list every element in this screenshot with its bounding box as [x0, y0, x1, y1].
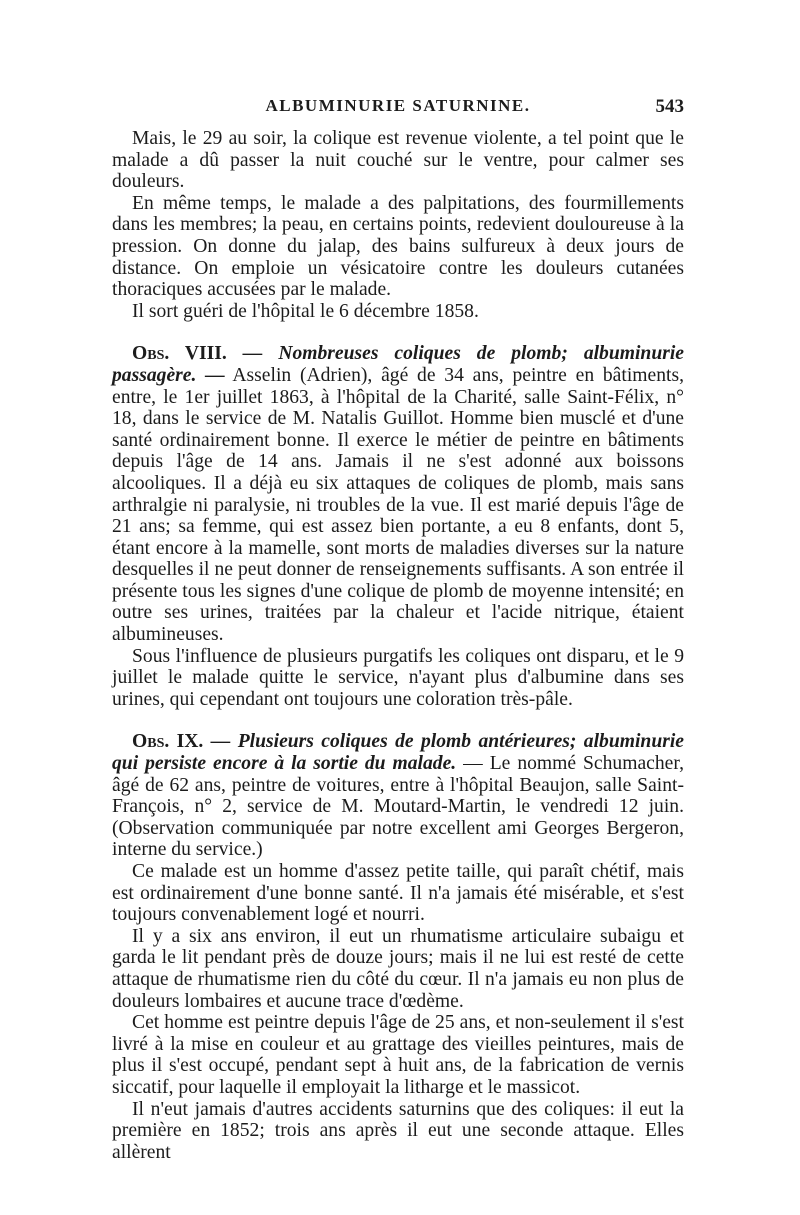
- page-header: [112, 96, 684, 122]
- page-number: 543: [655, 96, 684, 117]
- paragraph: Il n'eut jamais d'autres accidents saturnins que des coliques: il eut la première en 1852; trois ans après il eut une seconde attaque. Elles allèrent: [112, 1098, 684, 1163]
- paragraph: Sous l'influence de plusieurs purgatifs les coliques ont disparu, et le 9 juillet le malade quitte le service, n'ayant plus d'albumine dans ses urines, qui cependant ont toujours une coloration très-pâle.: [112, 645, 684, 710]
- observation-ix: [112, 731, 684, 861]
- observation-text: Asselin (Adrien), âgé de 34 ans, peintre en bâtiments, entre, le 1er juillet 1863, à l'hôpital de la Charité, salle Saint-Félix, n° 18, dans le service de M. Natalis Guillot. Homme bien musclé et d'une santé ordinairement bonne. Il exerce le métier de peintre en bâtiments depuis l'âge de 14 ans. Jamais il ne s'est adonné aux boissons alcooliques. Il a déjà eu six attaques de coliques de plomb, mais sans arthralgie ni paralysie, ni troubles de la vue. Il est marié depuis l'âge de 21 ans; sa femme, qui est assez bien portante, a eu 8 enfants, dont 5, étant encore à la mamelle, sont morts de maladies diverses sur la nature desquelles il ne peut donner de renseignements suffisants. A son entrée il présente tous les signes d'une colique de plomb de moyenne intensité; en outre ses urines, traitées par la chaleur et l'acide nitrique, étaient albumineuses.: [112, 364, 684, 646]
- running-title: ALBUMINURIE SATURNINE.: [265, 96, 531, 115]
- observation-title: — Nombreuses coliques de plomb; albuminurie passagère. —: [112, 343, 684, 386]
- observation-label: Obs. IX.: [132, 731, 204, 753]
- observation-label: Obs. VIII.: [132, 343, 227, 365]
- paragraph: Cet homme est peintre depuis l'âge de 25 ans, et non-seulement il s'est livré à la mise en couleur et au grattage des vieilles peintures, mais de plus il s'est occupé, pendant sept à huit ans, de la fabrication de vernis siccatif, pour laquelle il employait la litharge et le massicot.: [112, 1012, 684, 1098]
- paragraph: Mais, le 29 au soir, la colique est revenue violente, a tel point que le malade a dû passer la nuit couché sur le ventre, pour calmer ses douleurs.: [112, 128, 684, 193]
- paragraph: Ce malade est un homme d'assez petite taille, qui paraît chétif, mais est ordinairement d'une bonne santé. Il n'a jamais été misérable, et s'est toujours convenablement logé et nourri.: [112, 861, 684, 926]
- paragraph: Il y a six ans environ, il eut un rhumatisme articulaire subaigu et garda le lit pendant près de douze jours; mais il ne lui est resté de cette attaque de rhumatisme rien du côté du cœur. Il n'a jamais eu non plus de douleurs lombaires et aucune trace d'œdème.: [112, 925, 684, 1012]
- page-body: [112, 128, 684, 1163]
- observation-title: — Plusieurs coliques de plomb antérieures; albuminurie qui persiste encore à la sortie du malade.: [112, 731, 684, 775]
- observation-text: — Le nommé Schumacher, âgé de 62 ans, peintre de voitures, entre à l'hôpital Beaujon, salle Saint-François, n° 2, service de M. Moutard-Martin, le vendredi 12 juin. (Observation communiquée par notre excellent ami Georges Bergeron, interne du service.): [112, 753, 684, 861]
- paragraph: Il sort guéri de l'hôpital le 6 décembre 1858.: [132, 300, 479, 322]
- observation-viii: [112, 343, 684, 645]
- paragraph: En même temps, le malade a des palpitations, des fourmillements dans les membres; la peau, en certains points, redevient douloureuse à la pression. On donne du jalap, des bains sulfureux à deux jours de distance. On emploie un vésicatoire contre les douleurs cutanées thoraciques accusées par le malade.: [112, 192, 684, 301]
